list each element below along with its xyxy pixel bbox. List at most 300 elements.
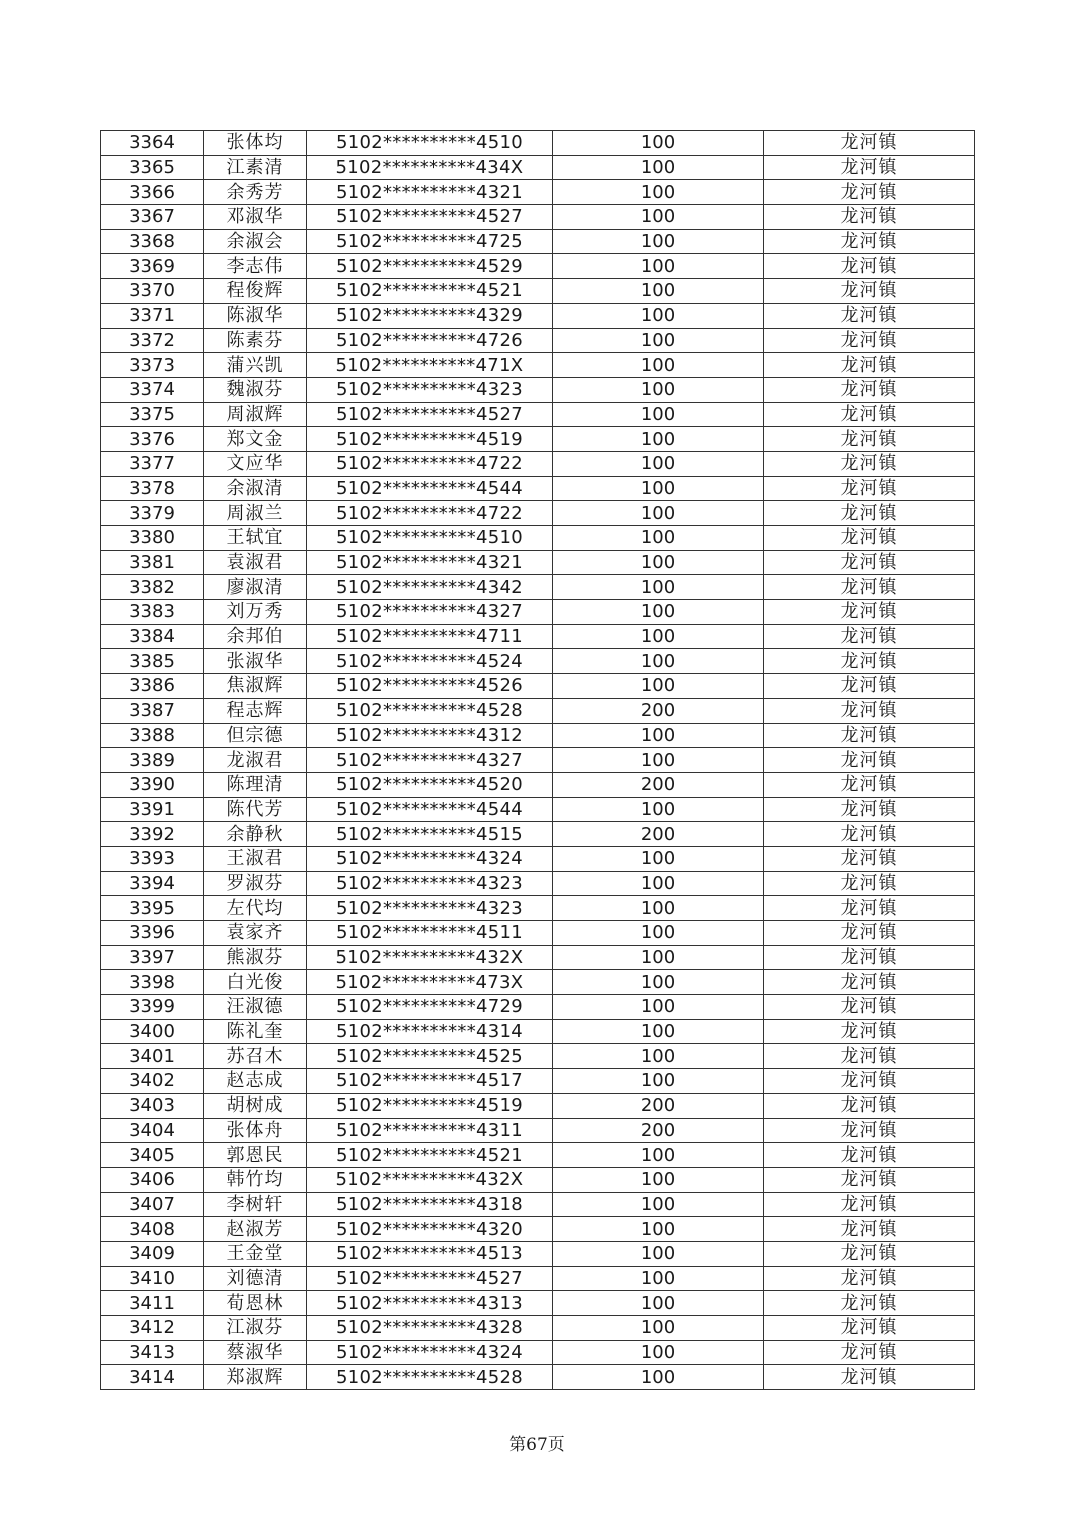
id-number-cell: 5102**********4327 xyxy=(307,748,553,773)
name-cell: 焦淑辉 xyxy=(204,674,307,699)
table-row xyxy=(101,279,975,304)
town-cell: 龙河镇 xyxy=(764,698,975,723)
name-cell: 袁家齐 xyxy=(204,921,307,946)
id-number-cell: 5102**********4517 xyxy=(307,1069,553,1094)
id-number-cell: 5102**********4544 xyxy=(307,797,553,822)
serial-number-cell: 3367 xyxy=(101,205,204,230)
amount-cell: 100 xyxy=(553,279,764,304)
id-number-cell: 5102**********4524 xyxy=(307,649,553,674)
name-cell: 李志伟 xyxy=(204,254,307,279)
table-row xyxy=(101,328,975,353)
name-cell: 周淑兰 xyxy=(204,501,307,526)
id-number-cell: 5102**********4725 xyxy=(307,229,553,254)
amount-cell: 100 xyxy=(553,1316,764,1341)
id-number-cell: 5102**********4324 xyxy=(307,1340,553,1365)
id-number-cell: 5102**********471X xyxy=(307,353,553,378)
serial-number-cell: 3373 xyxy=(101,353,204,378)
table-row xyxy=(101,155,975,180)
amount-cell: 100 xyxy=(553,1340,764,1365)
town-cell: 龙河镇 xyxy=(764,674,975,699)
town-cell: 龙河镇 xyxy=(764,328,975,353)
id-number-cell: 5102**********434X xyxy=(307,155,553,180)
name-cell: 荀恩林 xyxy=(204,1291,307,1316)
name-cell: 江素清 xyxy=(204,155,307,180)
amount-cell: 100 xyxy=(553,427,764,452)
name-cell: 赵淑芳 xyxy=(204,1217,307,1242)
amount-cell: 100 xyxy=(553,846,764,871)
id-number-cell: 5102**********4323 xyxy=(307,871,553,896)
name-cell: 周淑辉 xyxy=(204,402,307,427)
table-row xyxy=(101,674,975,699)
serial-number-cell: 3401 xyxy=(101,1044,204,1069)
table-row xyxy=(101,822,975,847)
town-cell: 龙河镇 xyxy=(764,871,975,896)
name-cell: 魏淑芬 xyxy=(204,377,307,402)
name-cell: 龙淑君 xyxy=(204,748,307,773)
serial-number-cell: 3369 xyxy=(101,254,204,279)
table-row xyxy=(101,921,975,946)
town-cell: 龙河镇 xyxy=(764,748,975,773)
table-row xyxy=(101,748,975,773)
table-row xyxy=(101,649,975,674)
amount-cell: 100 xyxy=(553,970,764,995)
name-cell: 张体均 xyxy=(204,131,307,156)
page-number: 第67页 xyxy=(509,1435,565,1455)
amount-cell: 100 xyxy=(553,451,764,476)
serial-number-cell: 3398 xyxy=(101,970,204,995)
serial-number-cell: 3381 xyxy=(101,550,204,575)
name-cell: 江淑芬 xyxy=(204,1316,307,1341)
serial-number-cell: 3414 xyxy=(101,1365,204,1390)
amount-cell: 100 xyxy=(553,526,764,551)
name-cell: 陈礼奎 xyxy=(204,1019,307,1044)
serial-number-cell: 3394 xyxy=(101,871,204,896)
town-cell: 龙河镇 xyxy=(764,1291,975,1316)
id-number-cell: 5102**********4321 xyxy=(307,180,553,205)
amount-cell: 100 xyxy=(553,624,764,649)
name-cell: 余邦伯 xyxy=(204,624,307,649)
amount-cell: 100 xyxy=(553,476,764,501)
table-row xyxy=(101,1143,975,1168)
serial-number-cell: 3410 xyxy=(101,1266,204,1291)
amount-cell: 100 xyxy=(553,723,764,748)
roster-table xyxy=(100,130,975,1390)
id-number-cell: 5102**********4729 xyxy=(307,995,553,1020)
table-row xyxy=(101,451,975,476)
serial-number-cell: 3364 xyxy=(101,131,204,156)
serial-number-cell: 3382 xyxy=(101,575,204,600)
town-cell: 龙河镇 xyxy=(764,1093,975,1118)
amount-cell: 100 xyxy=(553,748,764,773)
table-row xyxy=(101,1192,975,1217)
name-cell: 韩竹均 xyxy=(204,1167,307,1192)
serial-number-cell: 3386 xyxy=(101,674,204,699)
id-number-cell: 5102**********4320 xyxy=(307,1217,553,1242)
id-number-cell: 5102**********4722 xyxy=(307,451,553,476)
serial-number-cell: 3399 xyxy=(101,995,204,1020)
amount-cell: 100 xyxy=(553,1217,764,1242)
serial-number-cell: 3365 xyxy=(101,155,204,180)
table-row xyxy=(101,896,975,921)
town-cell: 龙河镇 xyxy=(764,1340,975,1365)
table-row xyxy=(101,1069,975,1094)
name-cell: 余秀芳 xyxy=(204,180,307,205)
id-number-cell: 5102**********4722 xyxy=(307,501,553,526)
amount-cell: 200 xyxy=(553,1118,764,1143)
serial-number-cell: 3383 xyxy=(101,600,204,625)
amount-cell: 100 xyxy=(553,1019,764,1044)
table-row xyxy=(101,1217,975,1242)
id-number-cell: 5102**********4527 xyxy=(307,205,553,230)
town-cell: 龙河镇 xyxy=(764,279,975,304)
name-cell: 程俊辉 xyxy=(204,279,307,304)
name-cell: 袁淑君 xyxy=(204,550,307,575)
roster-table-body xyxy=(101,131,975,1390)
name-cell: 郑文金 xyxy=(204,427,307,452)
table-row xyxy=(101,723,975,748)
amount-cell: 100 xyxy=(553,797,764,822)
serial-number-cell: 3411 xyxy=(101,1291,204,1316)
serial-number-cell: 3384 xyxy=(101,624,204,649)
serial-number-cell: 3379 xyxy=(101,501,204,526)
town-cell: 龙河镇 xyxy=(764,1241,975,1266)
table-row xyxy=(101,402,975,427)
name-cell: 汪淑德 xyxy=(204,995,307,1020)
name-cell: 胡树成 xyxy=(204,1093,307,1118)
serial-number-cell: 3407 xyxy=(101,1192,204,1217)
serial-number-cell: 3375 xyxy=(101,402,204,427)
town-cell: 龙河镇 xyxy=(764,723,975,748)
id-number-cell: 5102**********4328 xyxy=(307,1316,553,1341)
serial-number-cell: 3393 xyxy=(101,846,204,871)
table-row xyxy=(101,1291,975,1316)
town-cell: 龙河镇 xyxy=(764,155,975,180)
id-number-cell: 5102**********4521 xyxy=(307,1143,553,1168)
name-cell: 陈素芬 xyxy=(204,328,307,353)
serial-number-cell: 3389 xyxy=(101,748,204,773)
id-number-cell: 5102**********4311 xyxy=(307,1118,553,1143)
id-number-cell: 5102**********4526 xyxy=(307,674,553,699)
serial-number-cell: 3404 xyxy=(101,1118,204,1143)
name-cell: 王淑君 xyxy=(204,846,307,871)
amount-cell: 100 xyxy=(553,674,764,699)
town-cell: 龙河镇 xyxy=(764,1044,975,1069)
town-cell: 龙河镇 xyxy=(764,131,975,156)
table-row xyxy=(101,550,975,575)
table-row xyxy=(101,1241,975,1266)
id-number-cell: 5102**********4510 xyxy=(307,131,553,156)
id-number-cell: 5102**********4314 xyxy=(307,1019,553,1044)
table-row xyxy=(101,1019,975,1044)
amount-cell: 100 xyxy=(553,896,764,921)
table-row xyxy=(101,871,975,896)
amount-cell: 100 xyxy=(553,1069,764,1094)
id-number-cell: 5102**********4528 xyxy=(307,1365,553,1390)
town-cell: 龙河镇 xyxy=(764,1167,975,1192)
town-cell: 龙河镇 xyxy=(764,649,975,674)
amount-cell: 100 xyxy=(553,1044,764,1069)
name-cell: 陈代芳 xyxy=(204,797,307,822)
serial-number-cell: 3388 xyxy=(101,723,204,748)
table-row xyxy=(101,600,975,625)
town-cell: 龙河镇 xyxy=(764,1365,975,1390)
table-row xyxy=(101,1118,975,1143)
amount-cell: 100 xyxy=(553,229,764,254)
amount-cell: 100 xyxy=(553,131,764,156)
id-number-cell: 5102**********4525 xyxy=(307,1044,553,1069)
town-cell: 龙河镇 xyxy=(764,451,975,476)
name-cell: 李树轩 xyxy=(204,1192,307,1217)
table-row xyxy=(101,575,975,600)
id-number-cell: 5102**********4520 xyxy=(307,772,553,797)
table-row xyxy=(101,1167,975,1192)
amount-cell: 100 xyxy=(553,921,764,946)
amount-cell: 100 xyxy=(553,501,764,526)
id-number-cell: 5102**********4544 xyxy=(307,476,553,501)
table-row xyxy=(101,970,975,995)
name-cell: 刘万秀 xyxy=(204,600,307,625)
table-row xyxy=(101,772,975,797)
serial-number-cell: 3372 xyxy=(101,328,204,353)
town-cell: 龙河镇 xyxy=(764,624,975,649)
name-cell: 陈淑华 xyxy=(204,303,307,328)
town-cell: 龙河镇 xyxy=(764,526,975,551)
amount-cell: 100 xyxy=(553,205,764,230)
name-cell: 但宗德 xyxy=(204,723,307,748)
id-number-cell: 5102**********4527 xyxy=(307,1266,553,1291)
table-row xyxy=(101,476,975,501)
name-cell: 余淑清 xyxy=(204,476,307,501)
name-cell: 左代均 xyxy=(204,896,307,921)
amount-cell: 100 xyxy=(553,402,764,427)
amount-cell: 200 xyxy=(553,772,764,797)
id-number-cell: 5102**********4529 xyxy=(307,254,553,279)
town-cell: 龙河镇 xyxy=(764,970,975,995)
name-cell: 邓淑华 xyxy=(204,205,307,230)
amount-cell: 100 xyxy=(553,1241,764,1266)
amount-cell: 100 xyxy=(553,377,764,402)
town-cell: 龙河镇 xyxy=(764,1192,975,1217)
id-number-cell: 5102**********4519 xyxy=(307,1093,553,1118)
table-row xyxy=(101,995,975,1020)
town-cell: 龙河镇 xyxy=(764,476,975,501)
name-cell: 余静秋 xyxy=(204,822,307,847)
serial-number-cell: 3408 xyxy=(101,1217,204,1242)
id-number-cell: 5102**********4711 xyxy=(307,624,553,649)
name-cell: 程志辉 xyxy=(204,698,307,723)
table-row xyxy=(101,131,975,156)
table-row xyxy=(101,427,975,452)
amount-cell: 100 xyxy=(553,1266,764,1291)
amount-cell: 100 xyxy=(553,1291,764,1316)
serial-number-cell: 3405 xyxy=(101,1143,204,1168)
table-row xyxy=(101,180,975,205)
serial-number-cell: 3413 xyxy=(101,1340,204,1365)
town-cell: 龙河镇 xyxy=(764,575,975,600)
amount-cell: 100 xyxy=(553,1365,764,1390)
name-cell: 熊淑芬 xyxy=(204,945,307,970)
name-cell: 张淑华 xyxy=(204,649,307,674)
amount-cell: 100 xyxy=(553,180,764,205)
town-cell: 龙河镇 xyxy=(764,1143,975,1168)
id-number-cell: 5102**********4321 xyxy=(307,550,553,575)
amount-cell: 100 xyxy=(553,254,764,279)
name-cell: 苏召木 xyxy=(204,1044,307,1069)
serial-number-cell: 3403 xyxy=(101,1093,204,1118)
id-number-cell: 5102**********4527 xyxy=(307,402,553,427)
serial-number-cell: 3409 xyxy=(101,1241,204,1266)
table-row xyxy=(101,698,975,723)
amount-cell: 100 xyxy=(553,600,764,625)
table-row xyxy=(101,797,975,822)
table-row xyxy=(101,1316,975,1341)
name-cell: 余淑会 xyxy=(204,229,307,254)
serial-number-cell: 3400 xyxy=(101,1019,204,1044)
town-cell: 龙河镇 xyxy=(764,427,975,452)
table-row xyxy=(101,846,975,871)
table-row xyxy=(101,1093,975,1118)
amount-cell: 100 xyxy=(553,353,764,378)
amount-cell: 200 xyxy=(553,822,764,847)
town-cell: 龙河镇 xyxy=(764,501,975,526)
name-cell: 蒲兴凯 xyxy=(204,353,307,378)
serial-number-cell: 3390 xyxy=(101,772,204,797)
id-number-cell: 5102**********4521 xyxy=(307,279,553,304)
amount-cell: 100 xyxy=(553,871,764,896)
id-number-cell: 5102**********4327 xyxy=(307,600,553,625)
town-cell: 龙河镇 xyxy=(764,822,975,847)
serial-number-cell: 3395 xyxy=(101,896,204,921)
town-cell: 龙河镇 xyxy=(764,1069,975,1094)
name-cell: 郭恩民 xyxy=(204,1143,307,1168)
id-number-cell: 5102**********4528 xyxy=(307,698,553,723)
serial-number-cell: 3396 xyxy=(101,921,204,946)
id-number-cell: 5102**********4324 xyxy=(307,846,553,871)
table-row xyxy=(101,1365,975,1390)
id-number-cell: 5102**********4511 xyxy=(307,921,553,946)
serial-number-cell: 3392 xyxy=(101,822,204,847)
town-cell: 龙河镇 xyxy=(764,1316,975,1341)
serial-number-cell: 3374 xyxy=(101,377,204,402)
amount-cell: 100 xyxy=(553,1143,764,1168)
serial-number-cell: 3385 xyxy=(101,649,204,674)
name-cell: 蔡淑华 xyxy=(204,1340,307,1365)
town-cell: 龙河镇 xyxy=(764,1266,975,1291)
serial-number-cell: 3391 xyxy=(101,797,204,822)
table-row xyxy=(101,1044,975,1069)
table-row xyxy=(101,377,975,402)
id-number-cell: 5102**********4342 xyxy=(307,575,553,600)
table-row xyxy=(101,353,975,378)
table-row xyxy=(101,526,975,551)
name-cell: 廖淑清 xyxy=(204,575,307,600)
town-cell: 龙河镇 xyxy=(764,377,975,402)
id-number-cell: 5102**********432X xyxy=(307,945,553,970)
id-number-cell: 5102**********4515 xyxy=(307,822,553,847)
amount-cell: 100 xyxy=(553,995,764,1020)
amount-cell: 100 xyxy=(553,155,764,180)
id-number-cell: 5102**********4519 xyxy=(307,427,553,452)
name-cell: 白光俊 xyxy=(204,970,307,995)
serial-number-cell: 3397 xyxy=(101,945,204,970)
table-row xyxy=(101,501,975,526)
serial-number-cell: 3377 xyxy=(101,451,204,476)
serial-number-cell: 3366 xyxy=(101,180,204,205)
name-cell: 赵志成 xyxy=(204,1069,307,1094)
name-cell: 王轼宜 xyxy=(204,526,307,551)
table-row xyxy=(101,1340,975,1365)
name-cell: 陈理清 xyxy=(204,772,307,797)
id-number-cell: 5102**********4313 xyxy=(307,1291,553,1316)
id-number-cell: 5102**********4323 xyxy=(307,896,553,921)
serial-number-cell: 3412 xyxy=(101,1316,204,1341)
town-cell: 龙河镇 xyxy=(764,402,975,427)
table-row xyxy=(101,254,975,279)
amount-cell: 100 xyxy=(553,550,764,575)
table-row xyxy=(101,624,975,649)
town-cell: 龙河镇 xyxy=(764,229,975,254)
serial-number-cell: 3376 xyxy=(101,427,204,452)
name-cell: 郑淑辉 xyxy=(204,1365,307,1390)
id-number-cell: 5102**********4318 xyxy=(307,1192,553,1217)
town-cell: 龙河镇 xyxy=(764,550,975,575)
serial-number-cell: 3368 xyxy=(101,229,204,254)
id-number-cell: 5102**********4323 xyxy=(307,377,553,402)
name-cell: 刘德清 xyxy=(204,1266,307,1291)
amount-cell: 100 xyxy=(553,1167,764,1192)
town-cell: 龙河镇 xyxy=(764,1019,975,1044)
name-cell: 张体舟 xyxy=(204,1118,307,1143)
town-cell: 龙河镇 xyxy=(764,1118,975,1143)
amount-cell: 200 xyxy=(553,698,764,723)
table-row xyxy=(101,945,975,970)
serial-number-cell: 3387 xyxy=(101,698,204,723)
table-row xyxy=(101,303,975,328)
id-number-cell: 5102**********4510 xyxy=(307,526,553,551)
name-cell: 文应华 xyxy=(204,451,307,476)
id-number-cell: 5102**********432X xyxy=(307,1167,553,1192)
town-cell: 龙河镇 xyxy=(764,995,975,1020)
name-cell: 王金堂 xyxy=(204,1241,307,1266)
table-row xyxy=(101,229,975,254)
serial-number-cell: 3402 xyxy=(101,1069,204,1094)
serial-number-cell: 3406 xyxy=(101,1167,204,1192)
amount-cell: 100 xyxy=(553,1192,764,1217)
id-number-cell: 5102**********4513 xyxy=(307,1241,553,1266)
serial-number-cell: 3380 xyxy=(101,526,204,551)
town-cell: 龙河镇 xyxy=(764,846,975,871)
id-number-cell: 5102**********4726 xyxy=(307,328,553,353)
town-cell: 龙河镇 xyxy=(764,772,975,797)
serial-number-cell: 3370 xyxy=(101,279,204,304)
amount-cell: 100 xyxy=(553,945,764,970)
town-cell: 龙河镇 xyxy=(764,797,975,822)
amount-cell: 100 xyxy=(553,328,764,353)
amount-cell: 100 xyxy=(553,649,764,674)
id-number-cell: 5102**********4329 xyxy=(307,303,553,328)
serial-number-cell: 3371 xyxy=(101,303,204,328)
town-cell: 龙河镇 xyxy=(764,353,975,378)
town-cell: 龙河镇 xyxy=(764,921,975,946)
serial-number-cell: 3378 xyxy=(101,476,204,501)
town-cell: 龙河镇 xyxy=(764,303,975,328)
id-number-cell: 5102**********4312 xyxy=(307,723,553,748)
town-cell: 龙河镇 xyxy=(764,600,975,625)
amount-cell: 200 xyxy=(553,1093,764,1118)
id-number-cell: 5102**********473X xyxy=(307,970,553,995)
town-cell: 龙河镇 xyxy=(764,205,975,230)
name-cell: 罗淑芬 xyxy=(204,871,307,896)
